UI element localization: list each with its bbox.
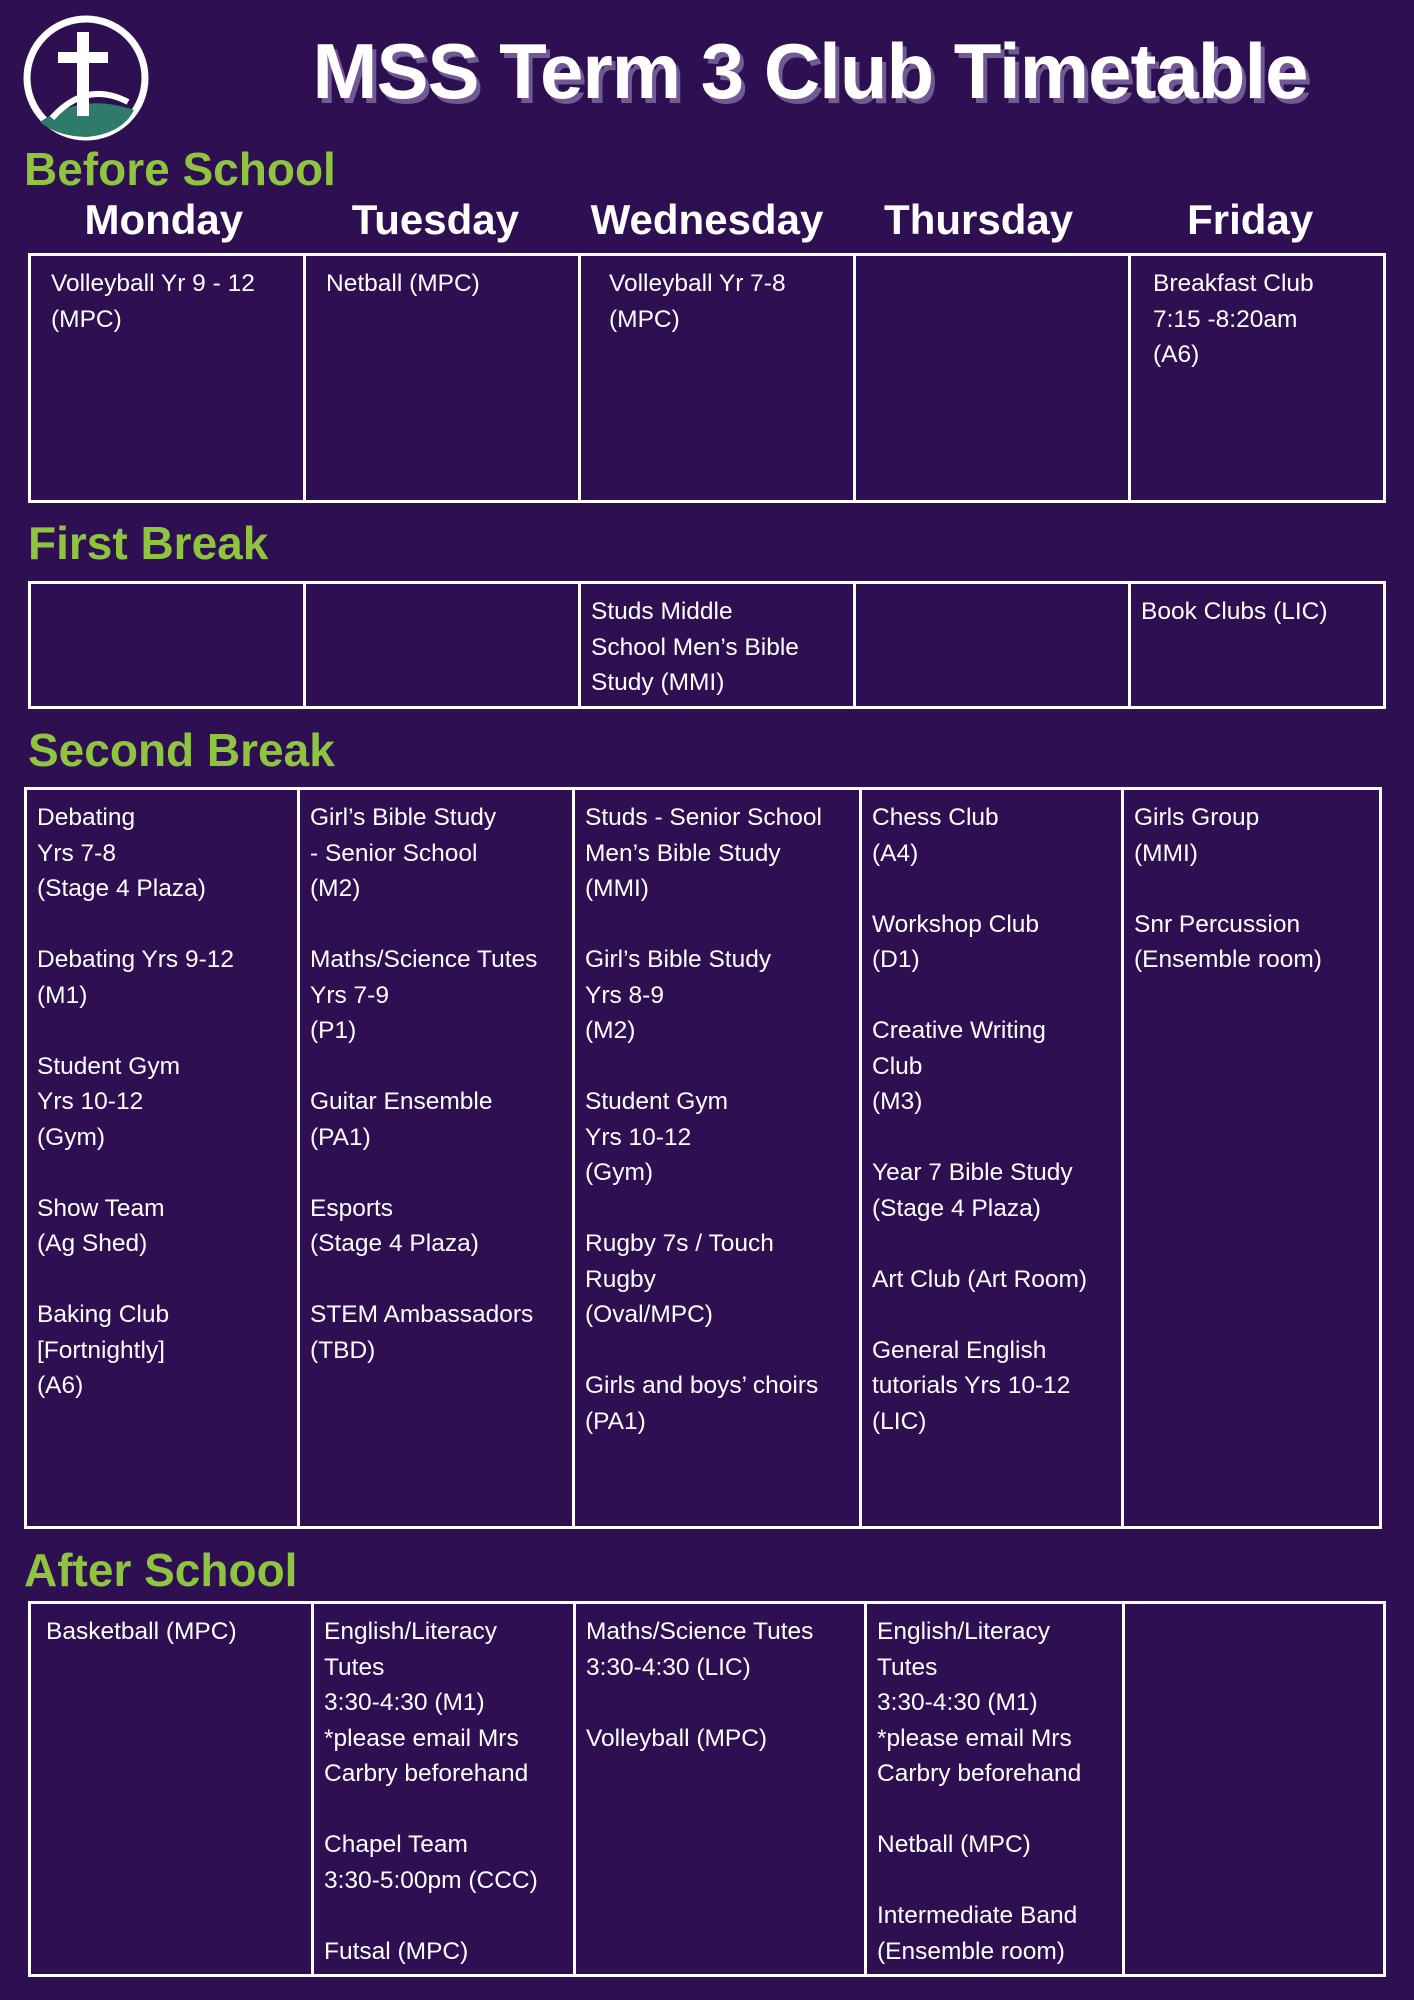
first-break-tuesday-cell [306, 584, 581, 706]
day-header-row [28, 196, 1386, 250]
day-header-wednesday: Wednesday [590, 196, 824, 243]
page-title: MSS Term 3 Club Timetable [312, 27, 1308, 115]
second-break-monday-cell: Debating Yrs 7-8 (Stage 4 Plaza) Debating Yrs 9-12 (M1) Student Gym Yrs 10-12 (Gym) Show Team (Ag Shed) Baking Club [Fortnightly] (A6) [27, 790, 300, 1526]
before-school-thursday-cell [856, 256, 1131, 500]
first-break-friday-cell: Book Clubs (LIC) [1141, 598, 1328, 625]
before-school-monday-cell: Volleyball Yr 9 - 12 (MPC) [31, 256, 306, 500]
before-school-heading: Before School [24, 143, 336, 195]
before-school-table [28, 253, 1386, 503]
after-school-friday-cell [1125, 1604, 1383, 1974]
before-school-tuesday-cell: Netball (MPC) [306, 256, 581, 500]
after-school-wednesday-cell: Maths/Science Tutes 3:30-4:30 (LIC) Volleyball (MPC) [576, 1604, 867, 1974]
first-break-table [28, 581, 1386, 709]
day-header-thursday: Thursday [884, 196, 1074, 243]
first-break-monday-cell [31, 584, 306, 706]
second-break-table [24, 787, 1382, 1529]
after-school-table [28, 1601, 1386, 1977]
day-header-tuesday: Tuesday [351, 196, 520, 243]
first-break-heading: First Break [28, 517, 269, 569]
second-break-friday-cell: Girls Group (MMI) Snr Percussion (Ensemble room) [1134, 804, 1322, 973]
second-break-wednesday-cell: Studs - Senior School Men’s Bible Study (MMI) Girl’s Bible Study Yrs 8-9 (M2) Student Gym Yrs 10-12 (Gym) Rugby 7s / Touch Rugby (Oval/MPC) Girls and boys’ choirs (PA1) [575, 790, 862, 1526]
second-break-thursday-cell: Chess Club (A4) Workshop Club (D1) Creative Writing Club (M3) Year 7 Bible Study (Stage 4 Plaza) Art Club (Art Room) General English tutorials Yrs 10-12 (LIC) [862, 790, 1124, 1526]
day-header-friday: Friday [1187, 196, 1314, 243]
after-school-monday-cell: Basketball (MPC) [31, 1604, 314, 1974]
second-break-heading: Second Break [28, 724, 335, 776]
after-school-tuesday-cell: English/Literacy Tutes 3:30-4:30 (M1) *please email Mrs Carbry beforehand Chapel Team 3:30-5:00pm (CCC) Futsal (MPC) [314, 1604, 576, 1974]
day-header-monday: Monday [84, 196, 244, 243]
school-logo [22, 14, 150, 142]
first-break-wednesday-cell: Studs Middle School Men’s Bible Study (MMI) [581, 584, 856, 706]
before-school-wednesday-cell: Volleyball Yr 7-8 (MPC) [581, 256, 856, 500]
after-school-thursday-cell: English/Literacy Tutes 3:30-4:30 (M1) *please email Mrs Carbry beforehand Netball (MPC) Intermediate Band (Ensemble room) [867, 1604, 1125, 1974]
after-school-heading: After School [24, 1544, 298, 1596]
second-break-tuesday-cell: Girl’s Bible Study - Senior School (M2) Maths/Science Tutes Yrs 7-9 (P1) Guitar Ensemble (PA1) Esports (Stage 4 Plaza) STEM Ambassadors (TBD) [300, 790, 575, 1526]
first-break-thursday-cell [856, 584, 1131, 706]
before-school-friday-cell: Breakfast Club 7:15 -8:20am (A6) [1153, 270, 1314, 368]
